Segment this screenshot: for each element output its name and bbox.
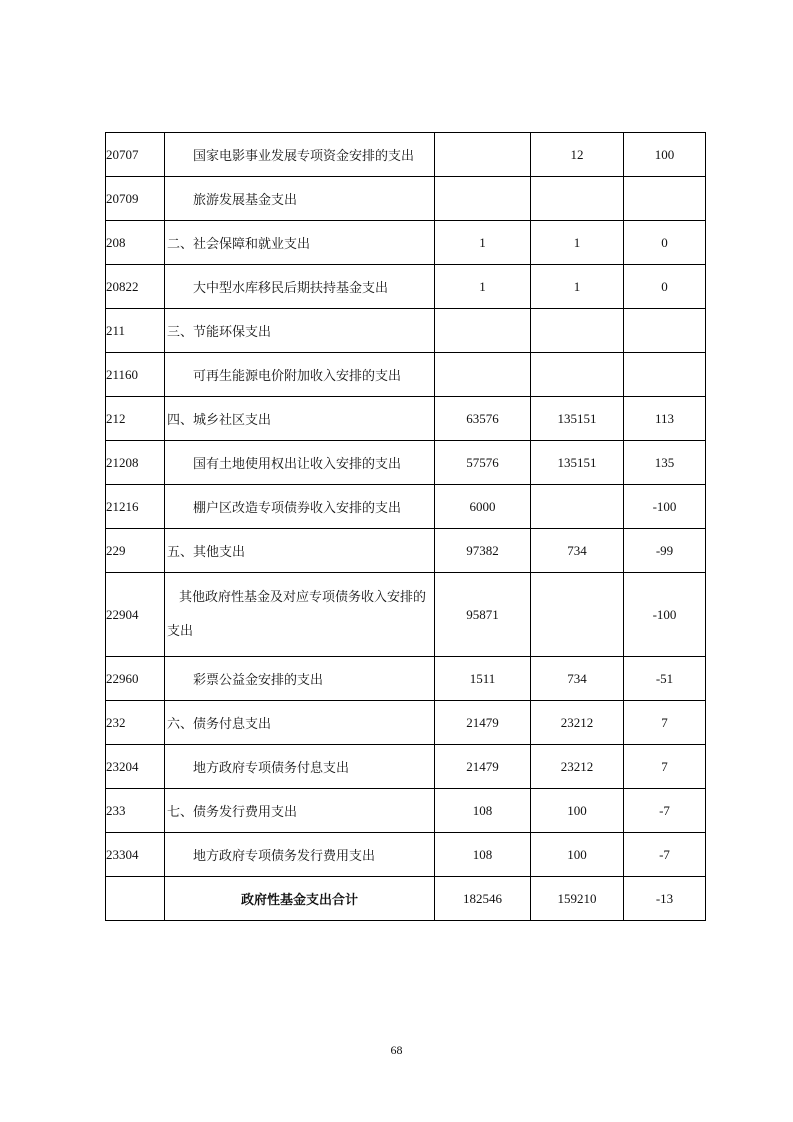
row-value-3	[624, 177, 706, 221]
row-code: 21216	[106, 485, 165, 529]
row-name: 五、其他支出	[165, 529, 435, 573]
row-name: 棚户区改造专项债券收入安排的支出	[165, 485, 435, 529]
table-row	[106, 133, 706, 177]
row-code: 208	[106, 221, 165, 265]
row-value-3: -100	[624, 485, 706, 529]
table-row	[106, 309, 706, 353]
row-value-1	[435, 353, 531, 397]
row-code: 20707	[106, 133, 165, 177]
row-code: 20822	[106, 265, 165, 309]
row-value-3: 135	[624, 441, 706, 485]
row-name: 国家电影事业发展专项资金安排的支出	[165, 133, 435, 177]
row-code: 232	[106, 701, 165, 745]
row-value-1	[435, 309, 531, 353]
table-total-row	[106, 877, 706, 921]
row-value-1: 108	[435, 833, 531, 877]
table-row	[106, 657, 706, 701]
row-value-1: 97382	[435, 529, 531, 573]
table-row	[106, 177, 706, 221]
row-value-3: -51	[624, 657, 706, 701]
table-row	[106, 789, 706, 833]
table-row	[106, 353, 706, 397]
table-row	[106, 573, 706, 657]
row-value-3: 7	[624, 745, 706, 789]
row-value-1: 21479	[435, 701, 531, 745]
fund-expenditure-table	[105, 132, 706, 921]
row-name: 其他政府性基金及对应专项债务收入安排的支出	[165, 573, 435, 657]
row-value-2: 23212	[531, 701, 624, 745]
table-row	[106, 701, 706, 745]
row-value-3: 7	[624, 701, 706, 745]
row-value-1: 63576	[435, 397, 531, 441]
row-code: 21208	[106, 441, 165, 485]
row-value-2: 1	[531, 221, 624, 265]
row-value-3: 113	[624, 397, 706, 441]
row-value-2: 135151	[531, 397, 624, 441]
table-body	[106, 133, 706, 921]
row-name: 地方政府专项债务发行费用支出	[165, 833, 435, 877]
row-name: 二、社会保障和就业支出	[165, 221, 435, 265]
row-name: 大中型水库移民后期扶持基金支出	[165, 265, 435, 309]
row-code: 212	[106, 397, 165, 441]
row-value-2	[531, 573, 624, 657]
row-value-2: 159210	[531, 877, 624, 921]
row-code: 20709	[106, 177, 165, 221]
table-row	[106, 265, 706, 309]
row-code	[106, 877, 165, 921]
table-row	[106, 221, 706, 265]
row-value-3: -99	[624, 529, 706, 573]
row-value-3	[624, 353, 706, 397]
row-name: 四、城乡社区支出	[165, 397, 435, 441]
row-value-1	[435, 133, 531, 177]
table-row	[106, 745, 706, 789]
row-value-2: 100	[531, 833, 624, 877]
table-row	[106, 441, 706, 485]
row-name: 七、债务发行费用支出	[165, 789, 435, 833]
row-value-3: 100	[624, 133, 706, 177]
total-label: 政府性基金支出合计	[165, 877, 435, 921]
row-code: 21160	[106, 353, 165, 397]
row-value-3	[624, 309, 706, 353]
row-value-2	[531, 177, 624, 221]
row-value-1: 6000	[435, 485, 531, 529]
row-value-3: 0	[624, 221, 706, 265]
row-code: 211	[106, 309, 165, 353]
row-value-2: 12	[531, 133, 624, 177]
row-value-2: 734	[531, 657, 624, 701]
table-row	[106, 485, 706, 529]
row-value-2: 23212	[531, 745, 624, 789]
row-name: 旅游发展基金支出	[165, 177, 435, 221]
row-value-1: 21479	[435, 745, 531, 789]
row-value-2: 100	[531, 789, 624, 833]
page-number: 68	[390, 1043, 403, 1057]
row-value-1: 1511	[435, 657, 531, 701]
row-value-1: 1	[435, 265, 531, 309]
row-value-3: -7	[624, 833, 706, 877]
table-row	[106, 833, 706, 877]
table-row	[106, 397, 706, 441]
row-value-2: 1	[531, 265, 624, 309]
row-code: 23204	[106, 745, 165, 789]
row-value-3: -100	[624, 573, 706, 657]
row-code: 229	[106, 529, 165, 573]
row-name: 三、节能环保支出	[165, 309, 435, 353]
row-code: 22904	[106, 573, 165, 657]
row-name: 彩票公益金安排的支出	[165, 657, 435, 701]
row-name: 国有土地使用权出让收入安排的支出	[165, 441, 435, 485]
row-value-1: 95871	[435, 573, 531, 657]
row-value-3: 0	[624, 265, 706, 309]
row-value-3: -7	[624, 789, 706, 833]
row-name: 六、债务付息支出	[165, 701, 435, 745]
row-value-3: -13	[624, 877, 706, 921]
row-value-2: 734	[531, 529, 624, 573]
row-value-1: 1	[435, 221, 531, 265]
row-value-1	[435, 177, 531, 221]
row-name: 可再生能源电价附加收入安排的支出	[165, 353, 435, 397]
row-code: 233	[106, 789, 165, 833]
row-value-2	[531, 309, 624, 353]
row-value-2: 135151	[531, 441, 624, 485]
row-value-2	[531, 353, 624, 397]
row-code: 23304	[106, 833, 165, 877]
row-name: 地方政府专项债务付息支出	[165, 745, 435, 789]
row-code: 22960	[106, 657, 165, 701]
row-value-1: 108	[435, 789, 531, 833]
row-value-1: 57576	[435, 441, 531, 485]
table-row	[106, 529, 706, 573]
row-value-1: 182546	[435, 877, 531, 921]
row-value-2	[531, 485, 624, 529]
